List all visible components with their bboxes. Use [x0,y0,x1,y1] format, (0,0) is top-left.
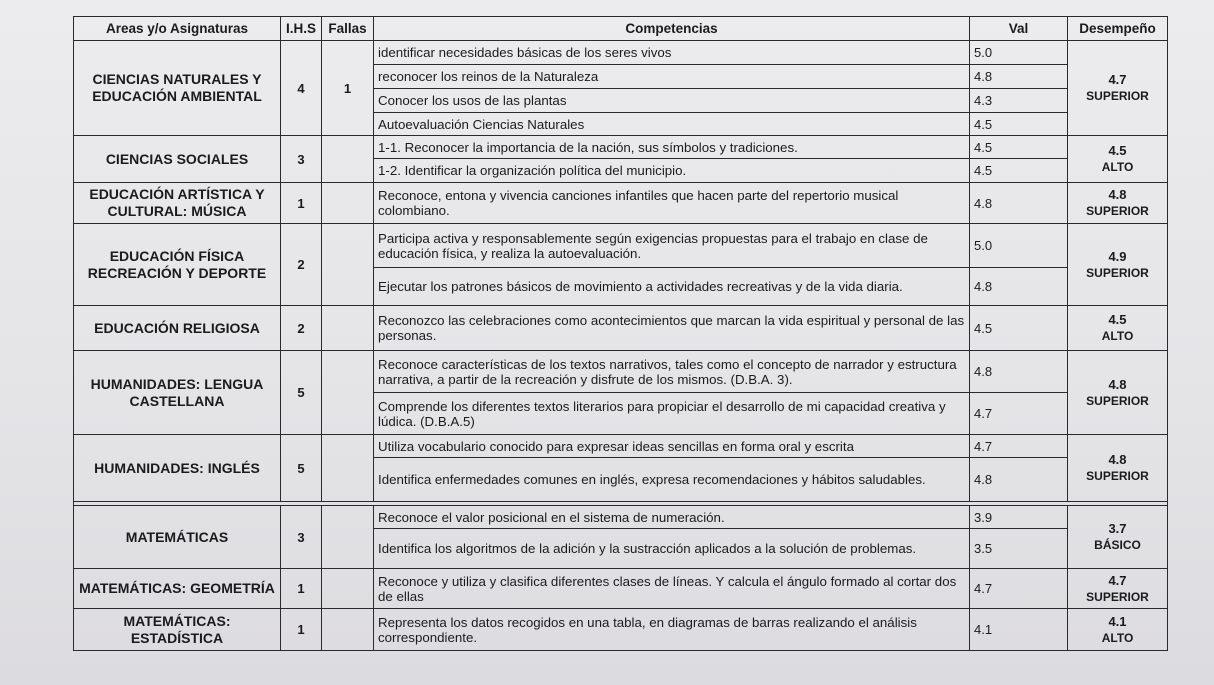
weekly-hours: 5 [281,435,322,502]
competence-row [74,506,1168,529]
header-fallas: Fallas [322,17,374,41]
competence-text: Autoevaluación Ciencias Naturales [374,113,970,136]
weekly-hours: 1 [281,569,322,609]
competence-text: Reconozco las celebraciones como acontecimientos que marcan la vida espiritual y personal de las personas. [374,306,970,351]
performance-score: 3.7 [1108,521,1127,536]
weekly-hours: 4 [281,41,322,136]
competence-text: Reconoce el valor posicional en el sistema de numeración. [374,506,970,529]
absences [322,136,374,183]
weekly-hours: 3 [281,136,322,183]
weekly-hours: 1 [281,183,322,224]
performance-cell [1068,351,1168,435]
competence-grade: 4.5 [970,306,1068,351]
competence-grade: 4.8 [970,268,1068,306]
header-desempeno: Desempeño [1068,17,1168,41]
performance-score: 4.5 [1108,312,1127,327]
competence-row [74,569,1168,609]
competence-grade: 3.9 [970,506,1068,529]
performance-level: ALTO [1101,329,1134,343]
competence-grade: 4.7 [970,393,1068,435]
subject-name: MATEMÁTICAS: ESTADÍSTICA [74,609,281,651]
competence-grade: 4.1 [970,609,1068,651]
subject-name: MATEMÁTICAS [74,506,281,569]
competence-row [74,435,1168,458]
header-val: Val [970,17,1068,41]
competence-text: Comprende los diferentes textos literarios para propiciar el desarrollo de mi capacidad creativa y lúdica. (D.B.A.5) [374,393,970,435]
competence-row [74,183,1168,224]
performance-cell [1068,136,1168,183]
performance-cell [1068,306,1168,351]
performance-level: SUPERIOR [1086,89,1149,103]
competence-text: Participa activa y responsablemente según exigencias propuestas para el trabajo en clase de educación física, y realiza la autoevaluación. [374,224,970,268]
competence-grade: 4.5 [970,113,1068,136]
competence-text: Representa los datos recogidos en una tabla, en diagramas de barras realizando el análisis correspondiente. [374,609,970,651]
competence-text: Reconoce y utiliza y clasifica diferentes clases de líneas. Y calcula el ángulo formado al cortar dos de ellas [374,569,970,609]
performance-score: 4.5 [1108,143,1127,158]
competence-grade: 5.0 [970,224,1068,268]
absences [322,306,374,351]
performance-cell [1068,224,1168,306]
weekly-hours: 1 [281,609,322,651]
performance-score: 4.8 [1108,452,1127,467]
performance-cell [1068,609,1168,651]
subject-name: HUMANIDADES: LENGUA CASTELLANA [74,351,281,435]
competence-grade: 3.5 [970,529,1068,569]
competence-text: reconocer los reinos de la Naturaleza [374,65,970,89]
competence-text: Reconoce, entona y vivencia canciones infantiles que hacen parte del repertorio musical colombiano. [374,183,970,224]
performance-level: SUPERIOR [1086,265,1149,280]
competence-grade: 4.7 [970,569,1068,609]
subject-name: MATEMÁTICAS: GEOMETRÍA [74,569,281,609]
performance-score: 4.7 [1108,572,1127,588]
competence-text: Utiliza vocabulario conocido para expresar ideas sencillas en forma oral y escrita [374,435,970,458]
competence-text: Identifica enfermedades comunes en inglés, expresa recomendaciones y hábitos saludables. [374,458,970,502]
performance-level: BÁSICO [1094,538,1141,552]
subject-name: EDUCACIÓN ARTÍSTICA Y CULTURAL: MÚSICA [74,183,281,224]
competence-grade: 4.8 [970,183,1068,224]
subject-name: EDUCACIÓN FÍSICA RECREACIÓN Y DEPORTE [74,224,281,306]
performance-level: ALTO [1101,630,1134,645]
competence-row [74,224,1168,268]
subject-name: EDUCACIÓN RELIGIOSA [74,306,281,351]
competence-grade: 4.8 [970,351,1068,393]
competence-grade: 4.5 [970,136,1068,159]
performance-score: 4.8 [1108,187,1127,202]
absences [322,506,374,569]
subject-name: CIENCIAS SOCIALES [74,136,281,183]
weekly-hours: 5 [281,351,322,435]
competence-grade: 5.0 [970,41,1068,65]
performance-cell [1068,41,1168,136]
performance-level: SUPERIOR [1086,393,1149,408]
competence-row [74,351,1168,393]
performance-cell [1068,183,1168,224]
competence-grade: 4.3 [970,89,1068,113]
absences [322,609,374,651]
competence-row [74,41,1168,65]
weekly-hours: 2 [281,306,322,351]
subject-name: CIENCIAS NATURALES Y EDUCACIÓN AMBIENTAL [74,41,281,136]
performance-level: SUPERIOR [1086,469,1149,483]
weekly-hours: 3 [281,506,322,569]
performance-score: 4.7 [1108,72,1127,87]
grades-table [73,16,1168,651]
absences [322,351,374,435]
competence-text: Identifica los algoritmos de la adición y la sustracción aplicados a la solución de problemas. [374,529,970,569]
absences: 1 [322,41,374,136]
competence-row [74,306,1168,351]
performance-level: SUPERIOR [1086,589,1149,604]
performance-cell [1068,506,1168,569]
competence-text: Ejecutar los patrones básicos de movimiento a actividades recreativas y de la vida diaria. [374,268,970,306]
absences [322,183,374,224]
competence-text: Conocer los usos de las plantas [374,89,970,113]
performance-level: ALTO [1101,160,1134,174]
competence-text: identificar necesidades básicas de los seres vivos [374,41,970,65]
competence-grade: 4.8 [970,65,1068,89]
performance-score: 4.9 [1108,248,1127,264]
performance-score: 4.8 [1108,376,1127,392]
absences [322,224,374,306]
absences [322,569,374,609]
performance-cell [1068,569,1168,609]
performance-level: SUPERIOR [1086,204,1149,218]
performance-cell [1068,435,1168,502]
header-competencias: Competencias [374,17,970,41]
header-area: Areas y/o Asignaturas [74,17,281,41]
competence-row [74,136,1168,159]
subject-name: HUMANIDADES: INGLÉS [74,435,281,502]
competence-grade: 4.5 [970,159,1068,183]
header-row [74,17,1168,41]
competence-text: 1-2. Identificar la organización política del municipio. [374,159,970,183]
competence-text: Reconoce características de los textos narrativos, tales como el concepto de narrador y estructura narrativa, a partir de la recreación y disfrute de los mismos. (D.B.A. 3). [374,351,970,393]
weekly-hours: 2 [281,224,322,306]
competence-row [74,609,1168,651]
competence-grade: 4.8 [970,458,1068,502]
performance-score: 4.1 [1108,613,1127,629]
competence-grade: 4.7 [970,435,1068,458]
header-ihs: I.H.S [281,17,322,41]
absences [322,435,374,502]
competence-text: 1-1. Reconocer la importancia de la nación, sus símbolos y tradiciones. [374,136,970,159]
